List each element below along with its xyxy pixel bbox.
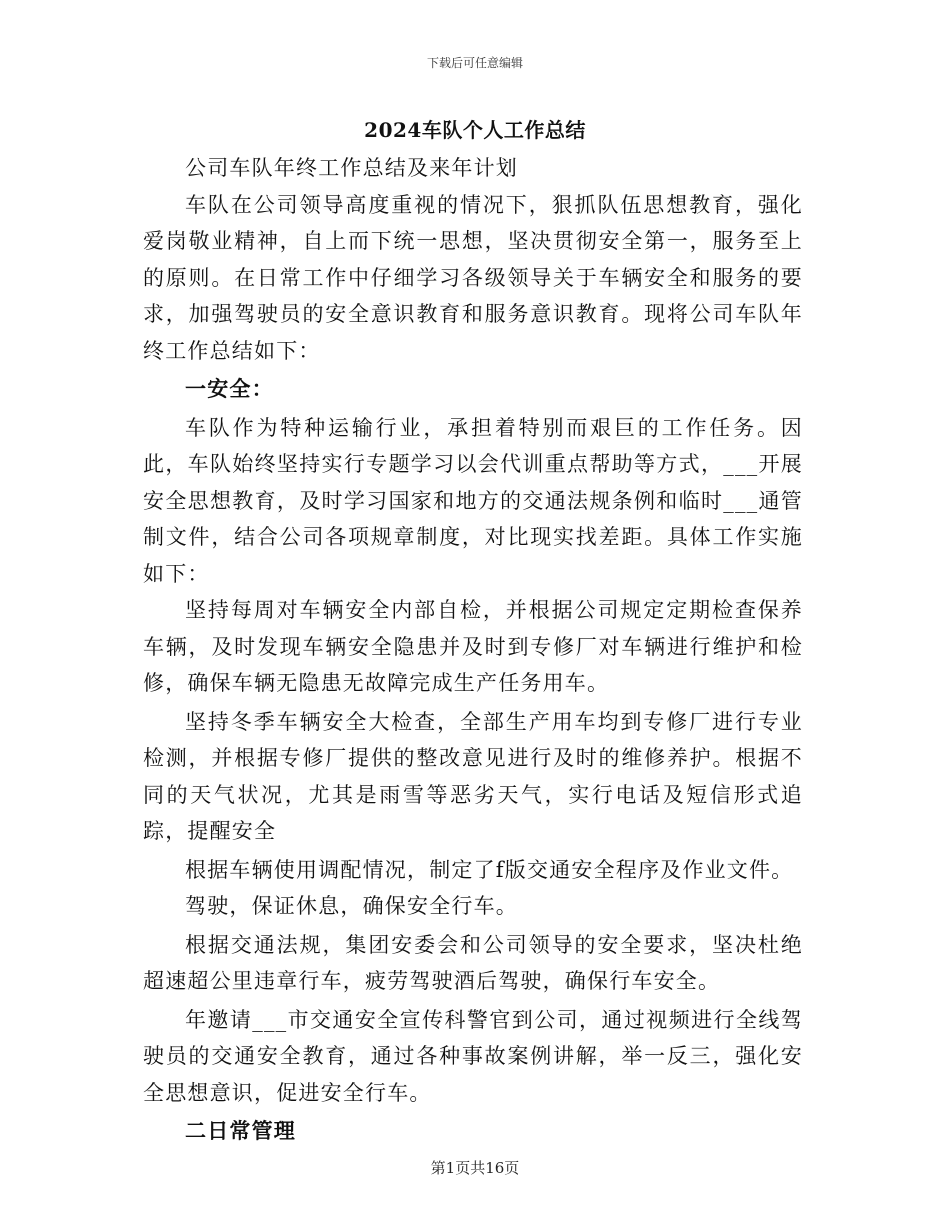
body-paragraph: 根据交通法规，集团安委会和公司领导的安全要求，坚决杜绝超速超公里违章行车，疲劳驾驶酒后驾驶，确保行车安全。: [143, 932, 803, 993]
body-paragraph: 驾驶，保证休息，确保安全行车。: [185, 894, 518, 918]
page-title: 2024车队个人工作总结: [364, 118, 586, 142]
intro-paragraph: 车队在公司领导高度重视的情况下，狠抓队伍思想教育，强化爱岗敬业精神，自上而下统一思想，坚决贯彻安全第一，服务至上的原则。在日常工作中仔细学习各级领导关于车辆安全和服务的要求，加强驾驶员的安全意识教育和服务意识教育。现将公司车队年终工作总结如下：: [143, 192, 803, 363]
section-heading-daily-management: 二日常管理: [185, 1118, 296, 1143]
body-paragraph: 年邀请___市交通安全宣传科警官到公司，通过视频进行全线驾驶员的交通安全教育，通过各种事故案例讲解，举一反三，强化安全思想意识，促进安全行车。: [143, 1007, 803, 1105]
body-paragraph: 车队作为特种运输行业，承担着特别而艰巨的工作任务。因此，车队始终坚持实行专题学习以会代训重点帮助等方式，___开展安全思想教育，及时学习国家和地方的交通法规条例和临时___通管制文件，结合公司各项规章制度，对比现实找差距。具体工作实施如下：: [143, 415, 803, 586]
page-number-footer: 第1页共16页: [430, 1159, 520, 1177]
subtitle-paragraph: 公司车队年终工作总结及来年计划: [185, 156, 518, 180]
body-paragraph: 根据车辆使用调配情况，制定了f版交通安全程序及作业文件。: [185, 857, 794, 882]
document-body: [143, 150, 803, 1150]
body-paragraph: 坚持冬季车辆安全大检查，全部生产用车均到专修厂进行专业检测，并根据专修厂提供的整改意见进行及时的维修养护。根据不同的天气状况，尤其是雨雪等恶劣天气，实行电话及短信形式追踪，提醒安全: [143, 709, 803, 843]
header-note: 下载后可任意编辑: [426, 56, 523, 70]
section-heading-safety: 一安全：: [185, 376, 274, 401]
body-paragraph: 坚持每周对车辆安全内部自检，并根据公司规定定期检查保养车辆，及时发现车辆安全隐患并及时到专修厂对车辆进行维护和检修，确保车辆无隐患无故障完成生产任务用车。: [143, 598, 803, 695]
